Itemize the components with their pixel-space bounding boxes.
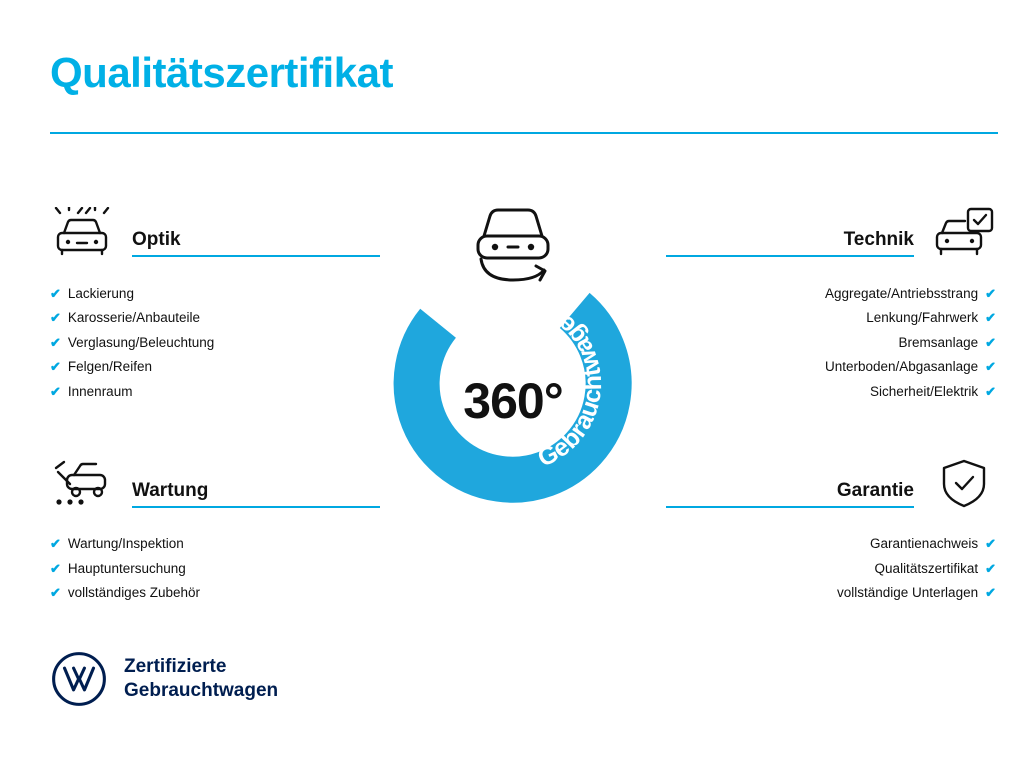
- list-item-label: Sicherheit/Elektrik: [870, 383, 979, 399]
- check-icon: ✔: [985, 285, 996, 301]
- check-icon: ✔: [985, 383, 996, 399]
- section-wartung-header: [50, 456, 380, 518]
- section-optik-divider: [132, 255, 380, 257]
- check-badge: [382, 196, 644, 496]
- section-optik: [50, 205, 380, 404]
- brand-line-1: Zertifizierte: [124, 656, 227, 678]
- list-item: [50, 379, 380, 404]
- section-garantie-title: Garantie: [836, 479, 914, 501]
- brand-footer: [50, 650, 278, 708]
- title-divider: [50, 132, 998, 134]
- section-wartung: [50, 456, 380, 606]
- list-item: [50, 355, 380, 380]
- check-icon: ✔: [50, 359, 61, 375]
- list-item: [50, 281, 380, 306]
- list-item: [666, 581, 996, 606]
- check-icon: ✔: [985, 536, 996, 552]
- check-icon: ✔: [50, 285, 61, 301]
- list-item-label: Felgen/Reifen: [67, 359, 152, 374]
- list-item: [50, 306, 380, 331]
- check-icon: ✔: [985, 310, 996, 326]
- section-wartung-list: [50, 532, 380, 606]
- degrees-label: 360°: [463, 373, 563, 429]
- list-item-label: Aggregate/Antriebsstrang: [824, 285, 979, 301]
- brand-footer-text: [124, 655, 278, 703]
- check-icon: ✔: [50, 310, 61, 326]
- list-item: [50, 556, 380, 581]
- section-optik-list: [50, 281, 380, 404]
- section-garantie-header: [666, 456, 996, 518]
- section-garantie: [666, 456, 996, 606]
- list-item: [50, 330, 380, 355]
- check-icon: ✔: [50, 383, 61, 399]
- page-title: Qualitätszertifikat: [50, 49, 393, 96]
- section-wartung-divider: [132, 506, 380, 508]
- car-front-lights-icon: [50, 207, 114, 259]
- list-item-label: vollständige Unterlagen: [837, 585, 979, 600]
- list-item-label: Karosserie/Anbauteile: [67, 310, 200, 325]
- list-item: [666, 330, 996, 355]
- section-technik: [666, 205, 996, 404]
- check-icon: ✔: [985, 334, 996, 350]
- section-technik-divider: [666, 255, 914, 257]
- check-icon: ✔: [985, 359, 996, 375]
- list-item: [50, 532, 380, 557]
- shield-check-icon: [932, 458, 996, 510]
- section-technik-header: [666, 205, 996, 267]
- list-item-label: Qualitätszertifikat: [874, 560, 979, 576]
- car-checklist-icon: [932, 207, 996, 259]
- section-technik-list: [666, 281, 996, 404]
- check-icon: ✔: [50, 334, 61, 350]
- list-item: [50, 581, 380, 606]
- list-item-label: Bremsanlage: [898, 334, 979, 350]
- list-item-label: Innenraum: [67, 383, 133, 399]
- car-lift-service-icon: [50, 458, 114, 510]
- section-technik-title: Technik: [843, 229, 914, 250]
- list-item: [666, 532, 996, 557]
- section-optik-title: Optik: [132, 229, 181, 250]
- list-item: [666, 355, 996, 380]
- list-item: [666, 306, 996, 331]
- check-icon: ✔: [985, 560, 996, 576]
- brand-line-2: Gebrauchtwagen: [124, 680, 279, 701]
- ring-label: Gebrauchtwagen-Check: [471, 289, 608, 473]
- list-item: [666, 379, 996, 404]
- list-item-label: Lackierung: [67, 285, 134, 301]
- check-icon: ✔: [50, 536, 61, 552]
- section-garantie-divider: [666, 506, 914, 508]
- section-optik-header: [50, 205, 380, 267]
- section-garantie-list: [666, 532, 996, 606]
- section-wartung-title: Wartung: [132, 479, 209, 501]
- vw-logo-icon: [50, 650, 108, 708]
- list-item: [666, 281, 996, 306]
- list-item-label: Unterboden/Abgasanlage: [824, 359, 979, 374]
- list-item-label: Lenkung/Fahrwerk: [866, 310, 979, 325]
- check-icon: ✔: [985, 585, 996, 601]
- right-column: [666, 205, 996, 605]
- check-icon: ✔: [50, 585, 61, 601]
- list-item-label: Verglasung/Beleuchtung: [67, 334, 215, 350]
- list-item-label: Garantienachweis: [870, 536, 979, 551]
- list-item-label: Hauptuntersuchung: [67, 560, 186, 576]
- left-column: [50, 205, 380, 605]
- list-item-label: Wartung/Inspektion: [67, 536, 184, 551]
- progress-ring: [391, 262, 635, 506]
- list-item: [666, 556, 996, 581]
- list-item-label: vollständiges Zubehör: [67, 585, 200, 600]
- check-icon: ✔: [50, 560, 61, 576]
